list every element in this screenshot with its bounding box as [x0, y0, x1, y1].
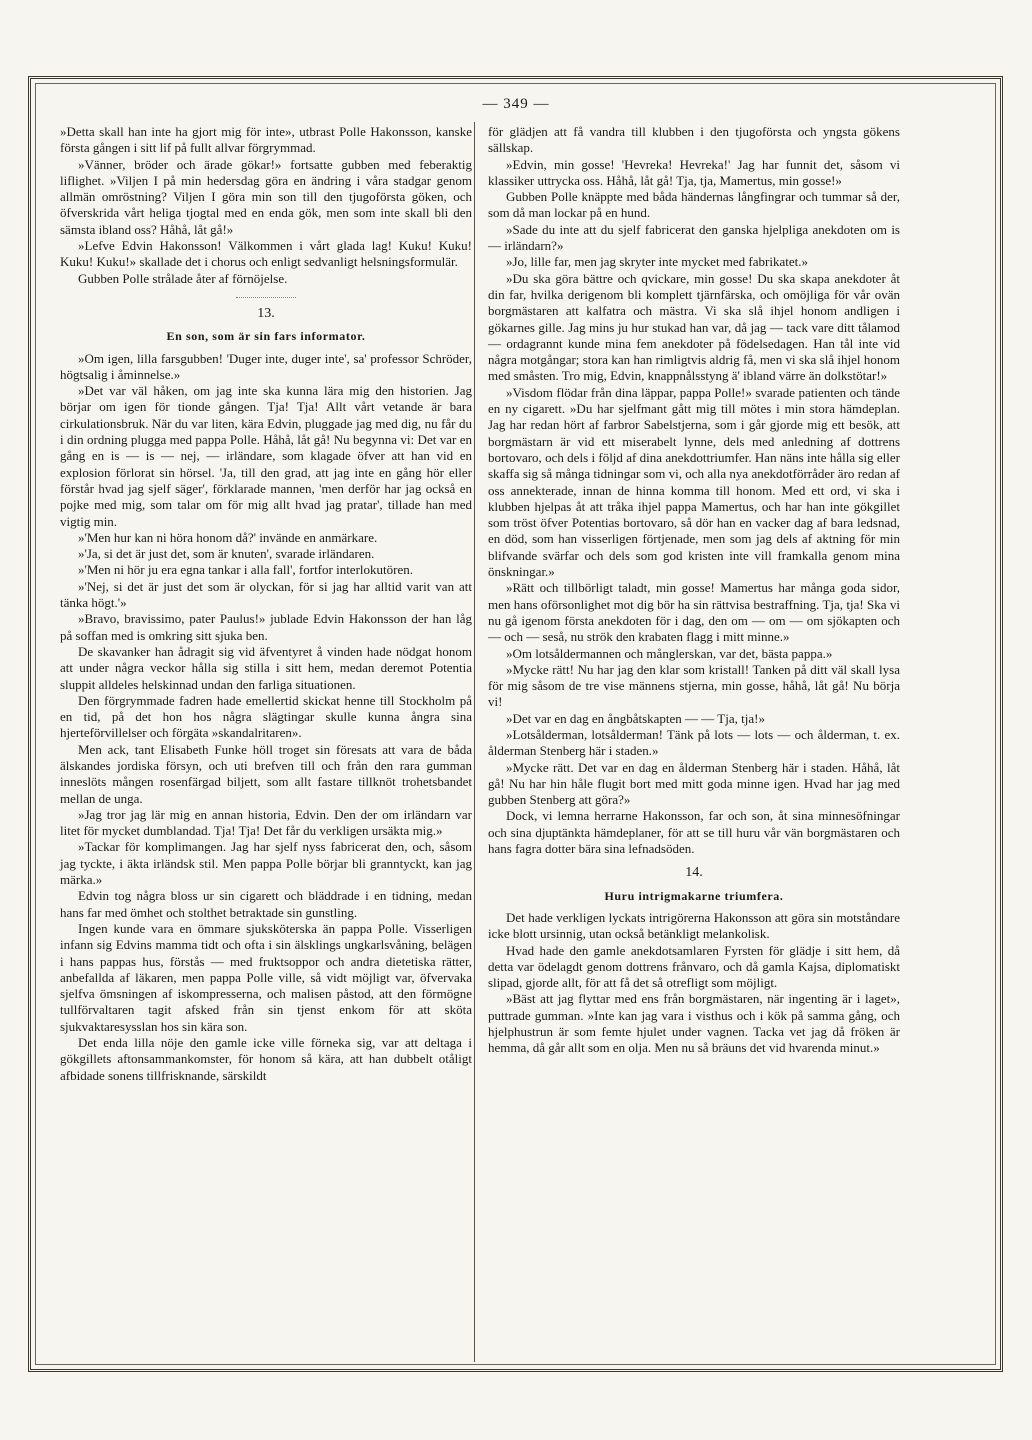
- section-14-number: 14.: [685, 865, 703, 881]
- left-paragraphs-a: [60, 124, 472, 287]
- paragraph: Men ack, tant Elisabeth Funke höll troget sin föresats att vara de båda älskandes jordiska försyn, och uti brefven till och från den rara gumman inneslöts mången rosenfärgad biljett, som allt fastare tillknöt trohetsbandet mellan de unga.: [60, 741, 472, 806]
- paragraph: »Rätt och tillbörligt taladt, min gosse! Mamertus har många goda sidor, men hans oförsonlighet mot dig bör ha sin rättvisa bestraffning. Tja, tja! Ska vi nu gå igenom första anekdoten för i dag, den om — om — om sjökapten och — och — seså, nu strök den krabaten flagg i mitt minne.»: [488, 580, 900, 645]
- left-paragraphs-b: [60, 351, 472, 1084]
- page-number: — 349 —: [482, 96, 550, 112]
- paragraph: »'Nej, si det är just det som är olyckan, för si jag har alltid varit van att tänka högt.'»: [60, 578, 472, 611]
- paragraph: »Visdom flödar från dina läppar, pappa Polle!» svarade patienten och tände en ny cigarett. »Du har sjelfmant gått mig till mötes i min stora hämdeplan. Jag har redan hört af farbror Sabelstjerna, som i går gjorde mig ett besök, att borgmästarn är vid ett miserabelt lynne, dels med anledning af dottrens bortovaro, och dels i följd af dina anekdottriumfer. Han näns inte hålla sig eller skaffa sig så många tidningar som vi, och alla nya anekdotförråder äro redan af oss annekterade, innan de hinna komma till honom. Med ett ord, vi ska i klubben hjelpas åt att tråka ihjel pappa Mamertus, och har han inte gökgillet som tröst öfver Potentias bortovaro, så dör han en vacker dag af bara ledsnad, en död, som han visserligen förtjenade, men som jag dels af aktning för min blifvande svärfar och dels som god kristen inte vill framkalla genom mina önskningar.»: [488, 384, 900, 580]
- paragraph: »Vänner, bröder och ärade gökar!» fortsatte gubben med feberaktig liflighet. »Viljen I på min hedersdag göra en ändring i våra stadgar genom allmän omröstning? Viljen I göra min son till den tjugoförsta göken, och öfverskrida vårt heliga tjogtal med en enda gök, men som inte skall bli den sämsta ibland oss? Håhå, låt gå!»: [60, 156, 472, 237]
- right-paragraphs-a: [488, 124, 900, 857]
- paragraph: »Edvin, min gosse! 'Hevreka! Hevreka!' Jag har funnit det, såsom vi klassiker uttrycka oss. Håhå, låt gå! Tja, tja, Mamertus, min gosse!»: [488, 156, 900, 188]
- paragraph: »Om lotsåldermannen och månglerskan, var det, bästa pappa.»: [506, 645, 833, 661]
- paragraph: »Bäst att jag flyttar med ens från borgmästaren, när ingenting är i laget», puttrade gumman. »Inte kan jag vara i visthus och i kök på samma gång, och hjelphustrun är som femte hjulet under vagnen. Tacka vet jag då fröken är hemma, då går allt som en olja. Men nu så bräuns det vid hvarenda minut.»: [488, 991, 900, 1056]
- paragraph: De skavanker han ådragit sig vid äfventyret å vinden hade nödgat honom att under några veckor hålla sig stilla i sitt hem, medan deremot Potentia sluppit alldeles helskinnad undan den farliga situationen.: [60, 643, 472, 692]
- section-ornament: [236, 297, 296, 298]
- paragraph: »Detta skall han inte ha gjort mig för inte», utbrast Polle Hakonsson, kanske första gången i sitt lif på fullt allvar förgrymmad.: [60, 124, 472, 156]
- paragraph: »Lefve Edvin Hakonsson! Välkommen i vårt glada lag! Kuku! Kuku! Kuku! Kuku!» skallade det i chorus och enligt sedvanligt helsningsformulär.: [60, 238, 472, 270]
- paragraph: »'Men hur kan ni höra honom då?' invände en anmärkare.: [78, 529, 378, 545]
- paragraph: »'Men ni hör ju era egna tankar i alla fall', fortfor interlokutören.: [78, 562, 413, 578]
- column-divider: [474, 122, 475, 1362]
- paragraph: »Tackar för komplimangen. Jag har sjelf nyss fabricerat den, och, såsom jag tyckte, i äkta irländsk stil. Men pappa Polle börjar bli granntyckt, kan jag märka.»: [60, 839, 472, 888]
- paragraph: Det hade verkligen lyckats intrigörerna Hakonsson att göra sin motståndare icke blott ursinnig, utan också betänkligt melankolisk.: [488, 909, 900, 942]
- paragraph: »Det var en dag en ångbåtskapten — — Tja, tja!»: [506, 710, 765, 726]
- paragraph: »Bravo, bravissimo, pater Paulus!» jublade Edvin Hakonsson der han låg på soffan med is omkring sitt sjuka ben.: [60, 611, 472, 643]
- paragraph: »Du ska göra bättre och qvickare, min gosse! Du ska skapa anekdoter åt din far, hvilka derigenom bli komplett tjärnfärska, och omöjliga för vår ovän borgmästaren att kalfatra och mästra. Vi ska slå ihjel honom andligen i gökarnes gille. Jag mins ju hur stukad han var, då jag — tack vare ditt tålamod — ordagrannt kunde mina fem anekdoter på födelsedagen. Han tål inte vid några motgångar; stora kan han rimligtvis aldrig få, men vi ska slå ihjel honom med småsten. Tro mig, Edvin, knappnålsstyng ä' ibland värre än dolkstötar!»: [488, 270, 900, 384]
- paragraph: »Jo, lille far, men jag skryter inte mycket med fabrikatet.»: [506, 254, 808, 270]
- paragraph: Gubben Polle knäppte med båda händernas långfingrar och tummar så der, som då man lockar på en hund.: [488, 189, 900, 221]
- paragraph: Hvad hade den gamle anekdotsamlaren Fyrsten för glädje i sitt hem, då detta var ödelagdt genom dottrens frånvaro, och då gamla Kajsa, diplomatiskt slipad, gjorde allt, för att få det så otrefligt som möjligt.: [488, 942, 900, 991]
- section-14-title: Huru intrigmakarne triumfera.: [604, 888, 784, 903]
- paragraph: »'Ja, si det är just det, som är knuten', svarade irländaren.: [78, 546, 375, 562]
- paragraph: »Om igen, lilla farsgubben! 'Duger inte, duger inte', sa' professor Schröder, högtsalig i åminnelse.»: [60, 350, 472, 382]
- section-13-title: En son, som är sin fars informator.: [166, 329, 366, 344]
- paragraph: »Mycke rätt! Nu har jag den klar som kristall! Tanken på ditt väl skall lysa för mig såsom de tre vise männens stjerna, min gosse, håhå, låt gå! Nu börja vi!: [488, 661, 900, 710]
- paragraph: Ingen kunde vara en ömmare sjuksköterska än pappa Polle. Visserligen infann sig Edvins mamma tidt och ofta i sin älsklings ungkarlsvåning, belägen i hans pappas hus, förstås — med fruktsoppor och andra dietetiska rätter, anbefallda af läkaren, men pappa Polle ville, så vidt möjligt var, öfvervaka sjelfva ömsningen af iskompresserna, och malisen påstod, att den förmögne tullförvaltaren tagit afsked från sin tjenst enkom för att sköta sjukvaktaresysslan hos sin kära son.: [60, 920, 472, 1034]
- paragraph: »Mycke rätt. Det var en dag en ålderman Stenberg här i staden. Håhå, låt gå! Nu har hin håle flugit bort med mitt goda minne igen. Hvad har jag med gubben Stenberg att göra?»: [488, 759, 900, 808]
- left-column: [60, 124, 472, 1084]
- right-paragraphs-b: [488, 910, 900, 1057]
- paragraph: Den förgrymmade fadren hade emellertid skickat henne till Stockholm på en tid, på det hon hos några slägtingar skulle kunna ångra sina hjerteförvillelser och förgäta »skandalritaren».: [60, 692, 472, 741]
- paragraph: Det enda lilla nöje den gamle icke ville förneka sig, var att deltaga i gökgillets aftonsammankomster, för honom så kära, att han dubbelt otåligt afbidade sonens tillfrisknande, särskildt: [60, 1035, 472, 1083]
- paragraph: »Det var väl håken, om jag inte ska kunna lära mig den historien. Jag börjar om igen för tionde gången. Tja! Tja! Allt vårt vetande är bara cirkulationsbruk. När du var liten, kära Edvin, pluggade jag med dig, nu får du i din ordning plugga med pappa Polle. Håhå, låt gå! Nu begynna vi: Det var en gång en is — is — nej, — irländare, som klagade öfver att han vid en explosion förlorat sin hörsel. 'Ja, till den grad, att jag inte en gång hör eller förstår hvad jag sjelf säger', förklarade mannen, 'men derför har jag också en pojke med mig, som talar om för mig allt hvad jag pratar', tillade han med vigtig min.: [60, 383, 472, 529]
- right-column: [488, 124, 900, 1057]
- paragraph: Edvin tog några bloss ur sin cigarett och bläddrade i en tidning, medan hans far med ömhet och stolthet betraktade sin gunstling.: [60, 888, 472, 920]
- paragraph: Gubben Polle strålade åter af förnöjelse.: [78, 270, 288, 286]
- paragraph: »Sade du inte att du sjelf fabricerat den ganska hjelpliga anekdoten om is — irländarn?»: [488, 221, 900, 254]
- paragraph: för glädjen att få vandra till klubben i den tjugoförsta och yngsta gökens sällskap.: [488, 124, 900, 156]
- paragraph: »Lotsålderman, lotsålderman! Tänk på lots — lots — och ålderman, t. ex. ålderman Stenberg här i staden.»: [488, 726, 900, 759]
- section-13-number: 13.: [257, 305, 275, 321]
- paragraph: »Jag tror jag lär mig en annan historia, Edvin. Den der om irländarn var litet för mycket dumblandad. Tja! Tja! Det får du verkligen ursäkta mig.»: [60, 806, 472, 839]
- paragraph: Dock, vi lemna herrarne Hakonsson, far och son, åt sina minnesöfningar och sina djuptänkta hämdeplaner, för att se till huru vår vän borgmästaren och hans fagra dotter bära sina lefnadsöden.: [488, 808, 900, 857]
